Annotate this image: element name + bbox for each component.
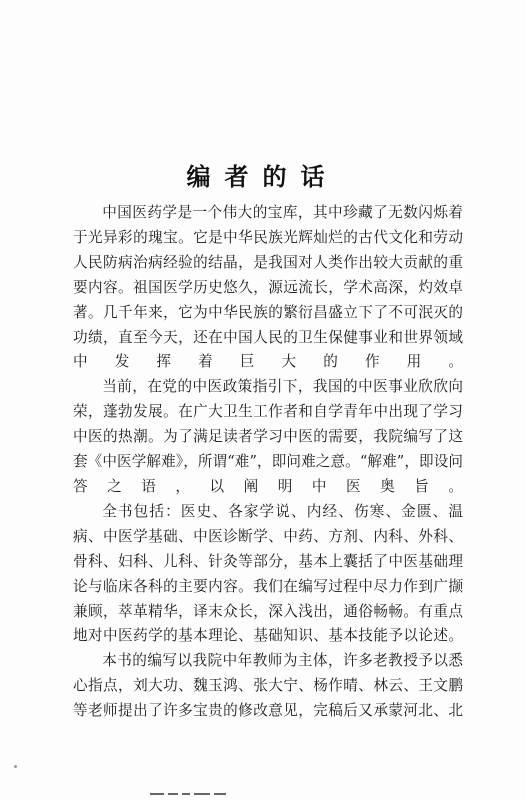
- body-text: [73, 201, 463, 724]
- page-title: 编者的话: [186, 162, 339, 191]
- paragraph-2: 当前，在党的中医政策指引下，我国的中医事业欣欣向荣，蓬勃发展。在广大卫生工作者和自学青年中出现了学习中医的热潮。为了满足读者学习中医的需要，我院编写了这套《中医学解难》，所谓“难”，即问难之意。“解难”，即设问答之语，以阐明中医奥旨。: [73, 378, 463, 495]
- paragraph-4: 本书的编写以我院中年教师为主体，许多老教授予以悉心指点，刘大功、魏玉鸿、张大宁、杨作晴、林云、王文鹏等老师提出了许多宝贵的修改意见，完稿后又承蒙河北、北: [73, 652, 463, 720]
- scan-speck: [14, 765, 17, 768]
- footer-scan-marks: [150, 783, 260, 789]
- paragraph-3: 全书包括：医史、各家学说、内经、伤寒、金匮、温病、中医学基础、中医诊断学、中药、方剂、内科、外科、骨科、妇科、儿科、针灸等部分，基本上囊括了中医基础理论与临床各科的主要内容。我们在编写过程中尽力作到广撷兼顾，萃革精华，译末众长，深入浅出，通俗畅畅。有重点地对中医药学的基本理论、基础知识、基本技能予以论述。: [73, 502, 463, 645]
- paragraph-1: 中国医药学是一个伟大的宝库，其中珍藏了无数闪烁着于光异彩的瑰宝。它是中华民族光辉灿烂的古代文化和劳动人民防病治病经验的结晶，是我国对人类作出较大贡献的重要内容。祖国医学历史悠久，源远流长，学术高深，灼效卓著。几千年来，它为中华民族的繁衍昌盛立下了不可泯灭的功绩，直至今天，还在中国人民的卫生保健事业和世界领域中发挥着巨大的作用。: [73, 204, 463, 371]
